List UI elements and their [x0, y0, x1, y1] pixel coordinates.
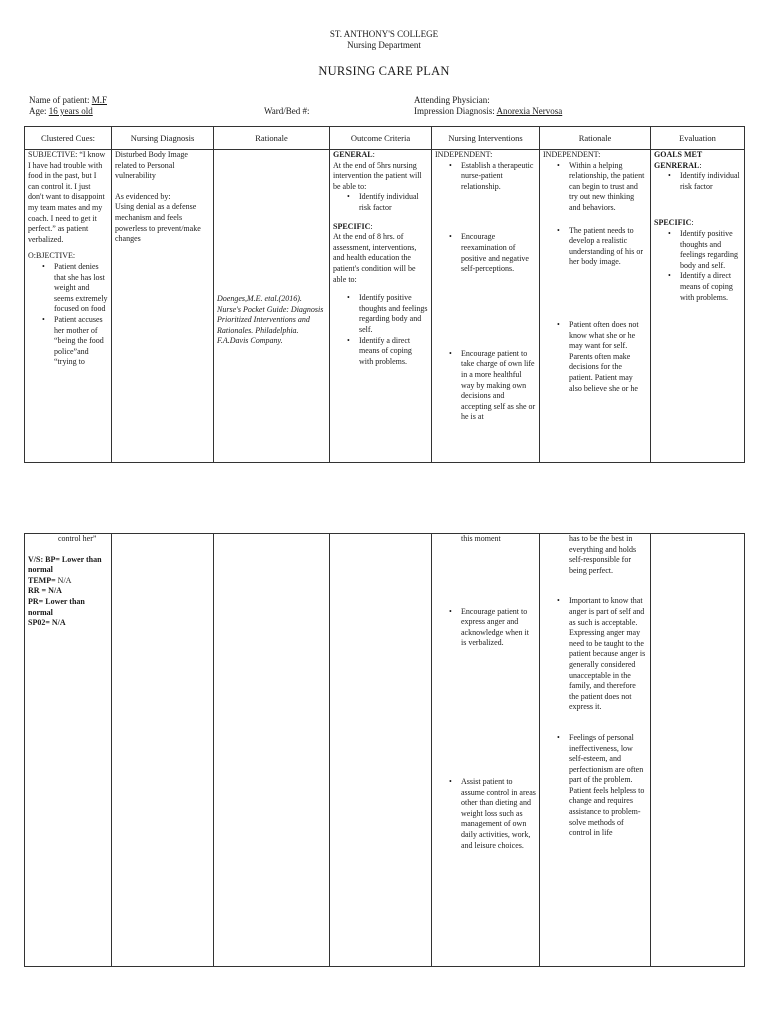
- evaluation-cell: GOALS MET GENRERAL: • Identify individual risk factor SPECIFIC: • Identify positive thoughts and feelings regarding body and self. • Identify a direct means of coping with problems.: [651, 150, 745, 463]
- subjective-label: SUBJECTIVE:: [28, 150, 78, 159]
- general-outcome-text: At the end of 5hrs nursing intervention the patient will be able to:: [333, 160, 422, 191]
- patient-name-value: M.F: [91, 95, 107, 105]
- table-header-row: [25, 127, 745, 150]
- outcome-cell-continued: [330, 534, 432, 967]
- vital-sign-spo2: SP02= N/A: [28, 618, 66, 628]
- specific-outcome-label: SPECIFIC: [333, 221, 371, 231]
- list-item: • Important to know that anger is part of self and as such is acceptable. Expressing anger may need to be taught to the patient because anger is generally considered unacceptable in the family, and therefore the patient does not express it.: [543, 596, 647, 713]
- college-name: ST. ANTHONY'S COLLEGE: [329, 29, 439, 39]
- table-row: [25, 150, 745, 463]
- evaluation-general-list: [654, 171, 741, 192]
- subjective-text: “I know I have had trouble with food in the past, but I can control it. I just don't want to disappoint my team mates and my coach. I need to get it perfect.” as patient verbalized.: [28, 150, 106, 244]
- column-header-outcome: Outcome Criteria: [330, 127, 432, 150]
- evidence-label: As evidenced by:: [115, 191, 171, 201]
- patient-age-row: [29, 106, 93, 117]
- list-item: • Assist patient to assume control in areas other than dieting and weight loss such as management of own daily activities, work, and leisure choices.: [435, 777, 536, 851]
- general-outcome-label: GENERAL: [333, 150, 373, 159]
- cues-continued-text: control her”: [58, 534, 97, 543]
- column-header-evaluation: Evaluation: [651, 127, 745, 150]
- specific-outcome-text: At the end of 8 hrs. of assessment, interventions, and health education the patient's condition will be able to:: [333, 232, 417, 284]
- objective-list: [28, 262, 108, 368]
- general-outcome-list: [333, 192, 428, 213]
- vital-sign-pr: PR= Lower than normal: [28, 596, 85, 617]
- list-item: • Identify positive thoughts and feelings regarding body and self.: [333, 293, 428, 335]
- list-item: • Within a helping relationship, the patient can begin to trust and try out new thinking and behaviors.: [543, 161, 647, 214]
- list-item: • Identify individual risk factor: [333, 192, 428, 213]
- intervention-continued-text: this moment: [461, 534, 501, 543]
- care-plan-table-page1: [24, 126, 745, 463]
- interventions-cell: [432, 150, 540, 463]
- outcome-cell: GENERAL: At the end of 5hrs nursing intervention the patient will be able to: • Identify individual risk factor SPECIFIC: At the end of 8 hrs. of assessment, interventions, and health education the patient's condition will be able to: • Identify positive thoughts and feelings regarding body and self. • Identify a direct means of coping with problems.: [330, 150, 432, 463]
- evaluation-specific-label: SPECIFIC: [654, 218, 692, 228]
- list-item: • Encourage patient to take charge of own life in a more healthful way by making own decisions and accepting self as she or he is at: [435, 349, 536, 423]
- interventions-list: [435, 161, 536, 423]
- page-title: NURSING CARE PLAN: [318, 64, 450, 78]
- cues-cell: [25, 150, 112, 463]
- column-header-rationale: Rationale: [214, 127, 330, 150]
- care-plan-table-page2: [24, 533, 745, 967]
- evaluation-general-label: GENRERAL: [654, 160, 700, 170]
- list-item: • Encourage patient to express anger and acknowledge when it is verbalized.: [435, 607, 536, 649]
- patient-age-label: Age:: [29, 106, 47, 116]
- interventions-cell-continued: [432, 534, 540, 967]
- attending-physician-label: Attending Physician:: [414, 95, 490, 105]
- diagnosis-text: Disturbed Body Image related to Personal vulnerability: [115, 150, 188, 181]
- rationale-label: INDEPENDENT:: [543, 150, 601, 159]
- interventions-label: INDEPENDENT:: [435, 150, 493, 159]
- rationale-list-continued: [543, 596, 647, 838]
- patient-age-value: 16 years old: [48, 106, 93, 116]
- table-row: [25, 534, 745, 967]
- rationale-cell: [540, 150, 651, 463]
- list-item: • Encourage reexamination of positive and negative self-perceptions.: [435, 232, 536, 274]
- goals-met-label: GOALS MET: [654, 150, 703, 159]
- cues-cell-continued: [25, 534, 112, 967]
- list-item: • Identify a direct means of coping with problems.: [654, 271, 741, 303]
- list-item: • Patient often does not know what she or he may want for self. Parents often make decisions for the patient. Patient may also believe she or he: [543, 320, 647, 394]
- department-name: Nursing Department: [347, 40, 421, 50]
- vital-sign-bp: V/S: BP= Lower than normal: [28, 554, 102, 575]
- list-item: • Identify a direct means of coping with problems.: [333, 336, 428, 368]
- ward-bed-label: Ward/Bed #:: [264, 106, 310, 116]
- list-item: • The patient needs to develop a realistic understanding of his or her body image.: [543, 226, 647, 268]
- list-item: • Feelings of personal ineffectiveness, low self-esteem, and perfectionism are often part of the problem. Patient feels helpless to change and requires assistance to problem-solve methods of control in life: [543, 733, 647, 839]
- evaluation-cell-continued: [651, 534, 745, 967]
- evidence-text: Using denial as a defense mechanism and feels powerless to prevent/make changes: [115, 202, 201, 244]
- list-item: • Identify individual risk factor: [654, 171, 741, 192]
- impression-diagnosis-row: [414, 106, 562, 117]
- column-header-interventions: Nursing Interventions: [432, 127, 540, 150]
- evaluation-specific-list: [654, 229, 741, 303]
- impression-diagnosis-value: Anorexia Nervosa: [496, 106, 563, 116]
- subjective-cues: [28, 150, 108, 245]
- list-item: • Establish a therapeutic nurse-patient relationship.: [435, 161, 536, 193]
- rationale-reference-cell: [214, 150, 330, 463]
- vital-sign-rr: RR = N/A: [28, 586, 62, 596]
- impression-diagnosis-label: Impression Diagnosis:: [414, 106, 495, 116]
- interventions-list-continued: [435, 607, 536, 852]
- rationale-reference-cell-continued: [214, 534, 330, 967]
- column-header-rationale-2: Rationale: [540, 127, 651, 150]
- rationale-reference: Doenges,M.E. etal.(2016). Nurse's Pocket Guide: Diagnosis Prioritized Interventions and Rationales. Philadelphia. F.A.Davis Company.: [217, 294, 324, 346]
- rationale-list: [543, 161, 647, 395]
- list-item: • Patient denies that she has lost weight and seems extremely focused on food: [28, 262, 108, 315]
- list-item: • Identify positive thoughts and feelings regarding body and self.: [654, 229, 741, 271]
- column-header-diagnosis: Nursing Diagnosis: [112, 127, 214, 150]
- vital-sign-temp: TEMP= N/A: [28, 575, 72, 585]
- vital-signs: [28, 555, 108, 629]
- column-header-cues: Clustered Cues:: [25, 127, 112, 150]
- objective-label: O:BJECTIVE:: [28, 251, 76, 261]
- list-item: • Patient accuses her mother of “being the food police”and “trying to: [28, 315, 108, 368]
- diagnosis-cell-continued: [112, 534, 214, 967]
- patient-name-label: Name of patient:: [29, 95, 90, 105]
- specific-outcome-list: [333, 293, 428, 367]
- diagnosis-cell: [112, 150, 214, 463]
- patient-name-row: [29, 95, 107, 106]
- rationale-cell-continued: [540, 534, 651, 967]
- rationale-continued-text: has to be the best in everything and holds self-responsible for being perfect.: [569, 534, 637, 575]
